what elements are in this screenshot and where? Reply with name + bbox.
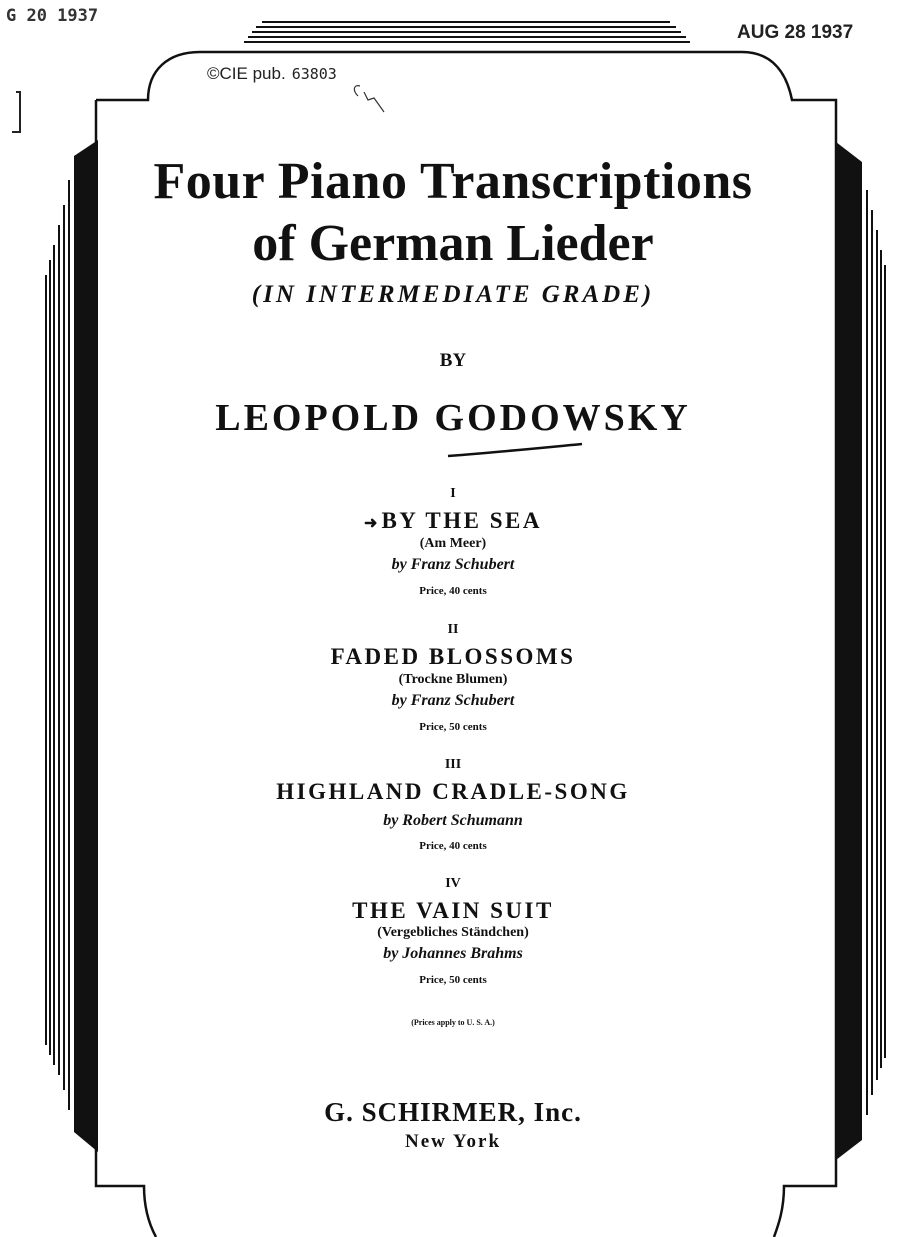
piece-original-title: (Am Meer) [419, 536, 487, 551]
piece-number: II [447, 622, 459, 637]
piece-price: Price, 40 cents [419, 840, 487, 852]
handwritten-underline [448, 444, 582, 456]
piece-title [0, 508, 906, 534]
piece-title-text: BY THE SEA [381, 508, 542, 533]
date-stamp: AUG 28 1937 [737, 22, 854, 43]
piece-original-title: (Vergebliches Ständchen) [377, 925, 529, 940]
publisher-name: G. SCHIRMER, Inc. [324, 1097, 582, 1127]
subtitle: (IN INTERMEDIATE GRADE) [251, 281, 655, 308]
piece-composer: by Robert Schumann [383, 812, 523, 829]
top-rule-lines [244, 22, 690, 42]
piece-price: Price, 40 cents [419, 585, 487, 597]
by-label: BY [439, 350, 467, 371]
piece-composer: by Franz Schubert [391, 556, 515, 573]
piece-title: HIGHLAND CRADLE-SONG [276, 779, 630, 804]
copyright-mark [207, 64, 337, 84]
piece-composer: by Franz Schubert [391, 692, 515, 709]
piece-title: FADED BLOSSOMS [330, 644, 576, 669]
left-margin-mark [12, 92, 20, 132]
copyright-number: 63803 [291, 65, 337, 83]
piece-price: Price, 50 cents [419, 974, 487, 986]
arrow-icon: ➜ [364, 515, 378, 532]
piece-number: I [450, 486, 456, 501]
piece-price: Price, 50 cents [419, 721, 487, 733]
pencil-initials [354, 86, 384, 112]
top-left-stamp: G 20 1937 [6, 6, 99, 26]
composer-name: LEOPOLD GODOWSKY [215, 397, 691, 439]
price-note: (Prices apply to U. S. A.) [411, 1018, 495, 1027]
piece-composer: by Johannes Brahms [383, 945, 523, 962]
title-line-2: of German Lieder [252, 215, 654, 272]
piece-number: IV [445, 876, 461, 891]
piece-title: THE VAIN SUIT [352, 898, 554, 923]
piece-original-title: (Trockne Blumen) [398, 672, 508, 687]
publisher-city: New York [404, 1131, 502, 1152]
title-line-1: Four Piano Transcriptions [153, 153, 753, 210]
copyright-label: ©CIE pub. [207, 64, 286, 83]
piece-number: III [444, 757, 462, 772]
